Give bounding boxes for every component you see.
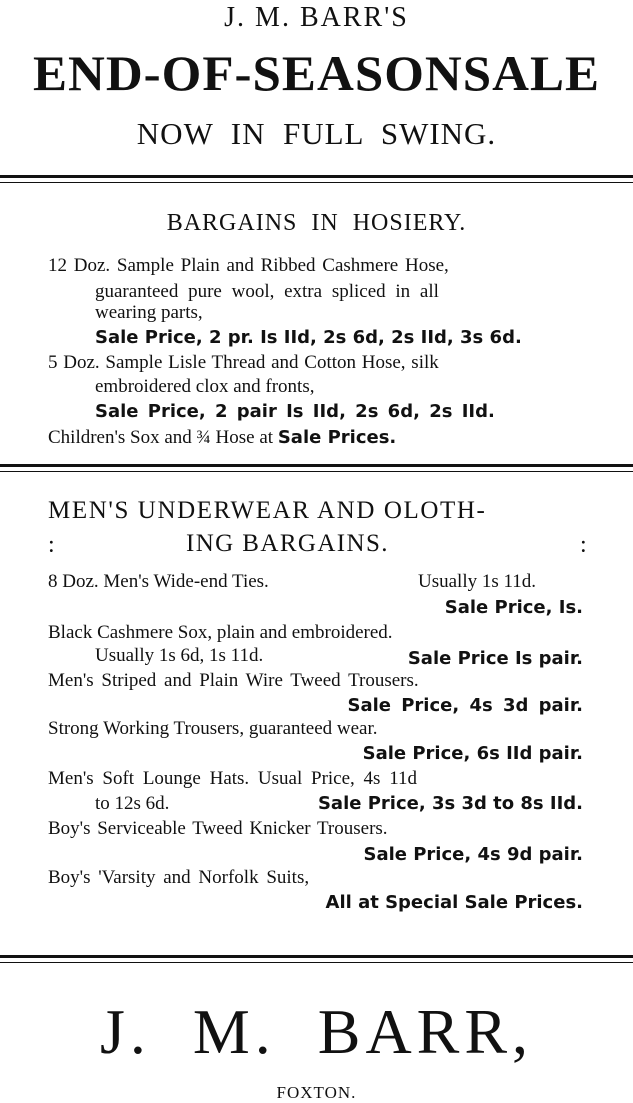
mens-colon-right: : — [580, 532, 587, 558]
hosiery-line-5: embroidered clox and fronts, — [95, 376, 315, 397]
hosiery-line-1: 12 Doz. Sample Plain and Ribbed Cashmere Hose, — [48, 255, 449, 276]
store-name: J. M. BARR'S — [224, 2, 409, 33]
divider-3 — [0, 955, 633, 958]
hosiery-line-6 — [48, 427, 396, 449]
divider-1b — [0, 182, 633, 183]
sox-line: Black Cashmere Sox, plain and embroidered. — [48, 622, 393, 643]
hosiery-line-3: wearing parts, — [95, 302, 203, 323]
subheadline: NOW IN FULL SWING. — [136, 116, 497, 151]
hosiery-sale-2: Sale Price, 2 pair Is IId, 2s 6d, 2s IId. — [95, 401, 495, 422]
ties-usual: Usually 1s 11d. — [418, 571, 537, 592]
footer-town: FOXTON. — [276, 1083, 357, 1102]
sox-usual: Usually 1s 6d, 1s 11d. — [95, 645, 264, 666]
knicker-sale: Sale Price, 4s 9d pair. — [363, 844, 583, 865]
ties-sale: Sale Price, Is. — [444, 597, 583, 618]
mens-colon-left: : — [48, 532, 55, 558]
footer-name: J. M. BARR, — [99, 996, 534, 1067]
sox-sale: Sale Price Is pair. — [407, 648, 583, 669]
knicker-line: Boy's Serviceable Tweed Knicker Trousers. — [48, 818, 388, 839]
divider-2b — [0, 471, 633, 472]
suits-line: Boy's 'Varsity and Norfolk Suits, — [48, 867, 310, 888]
divider-1 — [0, 175, 633, 178]
headline: END-OF-SEASONSALE — [32, 45, 601, 101]
hats-range: to 12s 6d. — [95, 793, 170, 814]
working-line: Strong Working Trousers, guaranteed wear. — [48, 718, 378, 739]
hats-line: Men's Soft Lounge Hats. Usual Price, 4s 11d — [48, 768, 417, 789]
divider-3b — [0, 962, 633, 963]
mens-title-1: MEN'S UNDERWEAR AND OLOTH- — [48, 497, 487, 524]
suits-sale: All at Special Sale Prices. — [325, 892, 583, 913]
hosiery-sale-1: Sale Price, 2 pr. Is IId, 2s 6d, 2s IId, 3s 6d. — [95, 327, 522, 348]
children-sox-sale: Sale Prices. — [277, 427, 397, 448]
hats-sale: Sale Price, 3s 3d to 8s IId. — [317, 793, 583, 814]
trousers-sale: Sale Price, 4s 3d pair. — [347, 695, 583, 716]
hosiery-line-4: 5 Doz. Sample Lisle Thread and Cotton Hose, silk — [48, 352, 439, 373]
children-sox-text: Children's Sox and ¾ Hose at — [48, 427, 274, 448]
divider-2 — [0, 464, 633, 467]
trousers-line: Men's Striped and Plain Wire Tweed Trousers. — [48, 670, 419, 691]
mens-title-2: ING BARGAINS. — [186, 530, 389, 557]
ties-line: 8 Doz. Men's Wide-end Ties. — [48, 571, 269, 592]
working-sale: Sale Price, 6s IId pair. — [362, 743, 583, 764]
hosiery-line-2: guaranteed pure wool, extra spliced in all — [95, 281, 439, 302]
hosiery-title: BARGAINS IN HOSIERY. — [166, 210, 467, 236]
